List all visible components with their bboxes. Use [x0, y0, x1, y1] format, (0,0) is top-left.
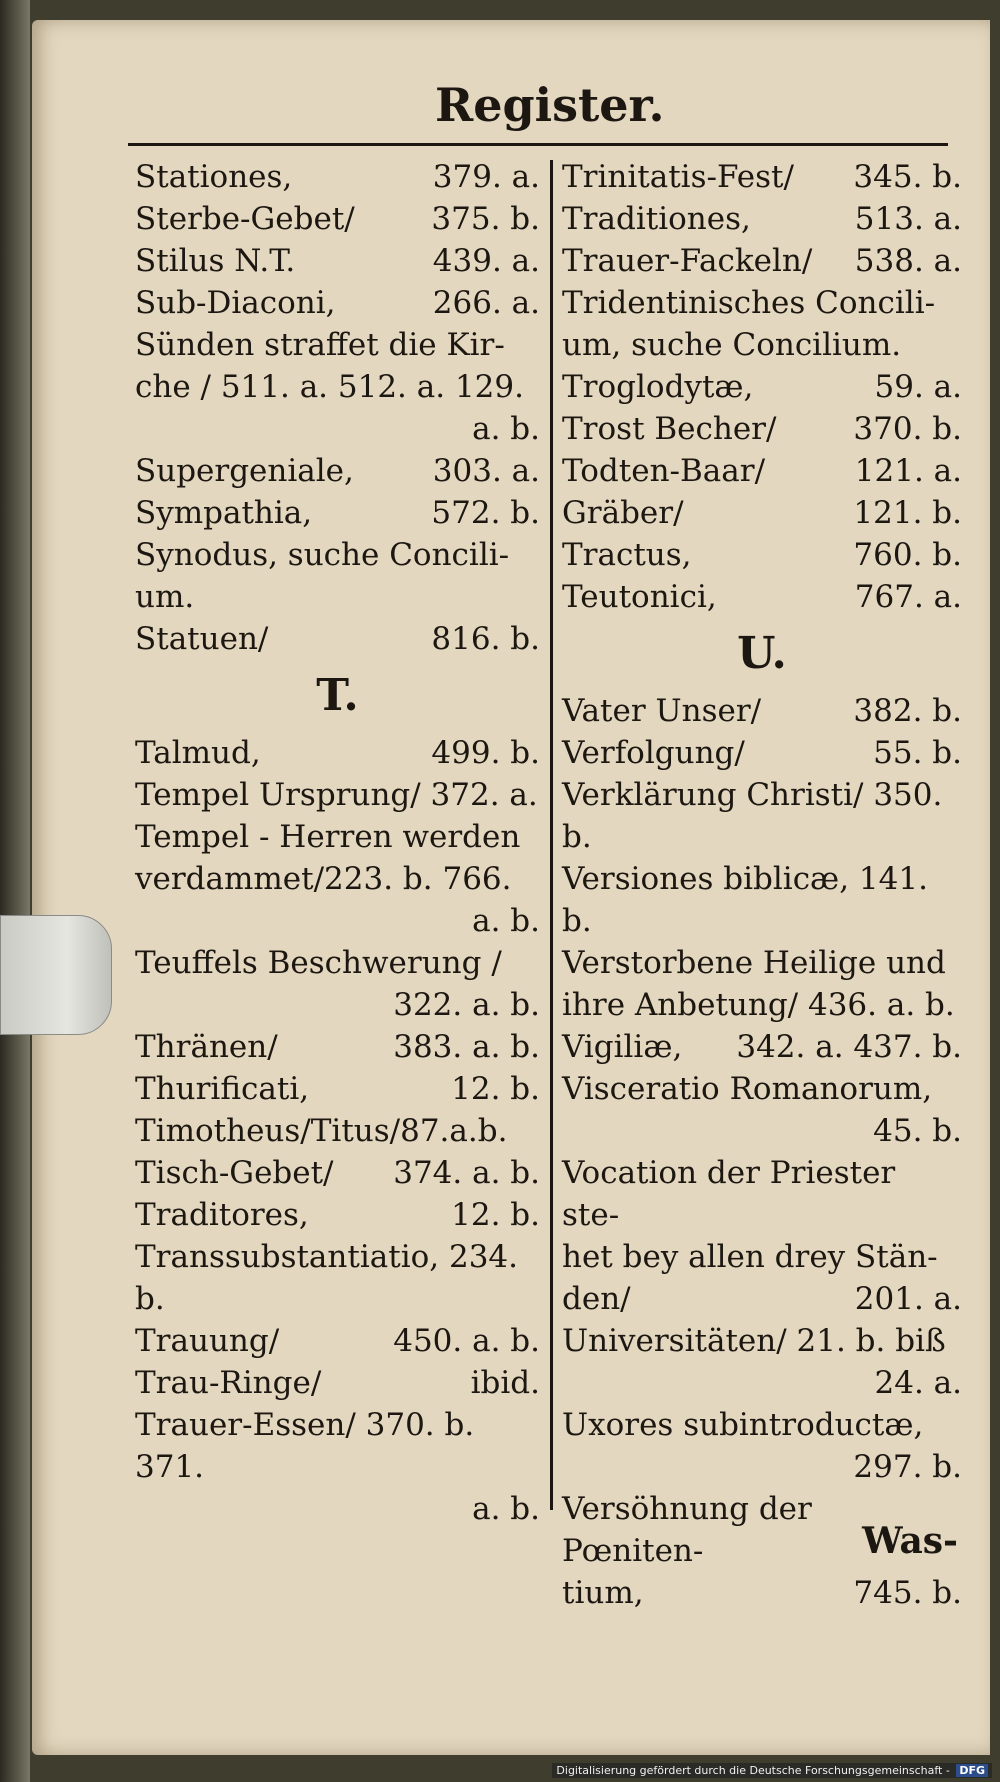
entry-page-ref: 382. b.	[853, 693, 962, 729]
index-entry	[562, 1572, 962, 1614]
entry-term: Vigiliæ,	[562, 1029, 683, 1065]
entry-term: het bey allen drey Stän-	[562, 1239, 938, 1275]
entry-term: Sympathia,	[135, 495, 313, 531]
index-entry	[562, 1026, 962, 1068]
entry-page-ref: 513. a.	[854, 201, 962, 237]
right-bottom-entries	[562, 690, 962, 1614]
entry-page-ref: 12. b.	[451, 1197, 540, 1233]
catchword: Was-	[862, 1520, 958, 1562]
index-entry	[562, 1152, 962, 1236]
index-entry	[135, 1194, 540, 1236]
entry-page-ref: ibid.	[470, 1365, 540, 1401]
entry-term: tium,	[562, 1575, 644, 1611]
entry-term: Uxores subintroductæ,	[562, 1407, 924, 1443]
entry-term: Trauer-Essen/ 370. b. 371.	[135, 1407, 475, 1485]
index-entry	[135, 1110, 540, 1152]
index-entry	[135, 450, 540, 492]
dfg-logo: DFG	[956, 1764, 988, 1777]
entry-page-ref: a. b.	[472, 1491, 540, 1527]
entry-term: b.	[135, 1281, 165, 1317]
index-entry	[135, 366, 540, 408]
entry-term: Tisch-Gebet/	[135, 1155, 334, 1191]
entry-term: Tempel - Herren werden	[135, 819, 521, 855]
index-entry	[135, 858, 540, 900]
entry-page-ref: 121. b.	[853, 495, 962, 531]
entry-page-ref: 370. b.	[853, 411, 962, 447]
index-entry	[562, 324, 962, 366]
index-entry	[562, 1320, 962, 1362]
index-entry	[562, 1236, 962, 1278]
entry-page-ref: 538. a.	[854, 243, 962, 279]
index-entry	[562, 984, 962, 1026]
index-entry	[135, 576, 540, 618]
right-top-entries	[562, 156, 962, 618]
entry-page-ref: 572. b.	[431, 495, 540, 531]
index-entry	[562, 732, 962, 774]
entry-page-ref: a. b.	[472, 411, 540, 447]
entry-term: Tempel Ursprung/ 372. a.	[135, 777, 538, 813]
index-entry	[562, 1404, 962, 1446]
digitization-footer	[552, 1763, 992, 1778]
entry-term: Thränen/	[135, 1029, 278, 1065]
entry-term: um.	[135, 579, 195, 615]
entry-term: verdammet/223. b. 766.	[135, 861, 512, 897]
entry-page-ref: 439. a.	[432, 243, 540, 279]
entry-term: Visceratio Romanorum,	[562, 1071, 933, 1107]
index-entry	[562, 240, 962, 282]
index-entry	[135, 1278, 540, 1320]
right-column	[562, 156, 962, 1614]
entry-term: Stilus N.T.	[135, 243, 296, 279]
entry-term: Vocation der Priester ste-	[562, 1155, 896, 1233]
index-entry	[562, 942, 962, 984]
entry-term: Gräber/	[562, 495, 684, 531]
entry-page-ref: 59. a.	[874, 369, 962, 405]
index-entry	[562, 774, 962, 858]
index-entry	[135, 942, 540, 984]
entry-term: Trau-Ringe/	[135, 1365, 322, 1401]
entry-term: Vater Unser/	[562, 693, 762, 729]
entry-page-ref: 342. a. 437. b.	[736, 1029, 962, 1065]
index-entry	[135, 1404, 540, 1488]
entry-page-ref: 745. b.	[853, 1575, 962, 1611]
left-bottom-entries	[135, 732, 540, 1530]
entry-page-ref: 383. a. b.	[393, 1029, 540, 1065]
index-entry	[562, 690, 962, 732]
entry-term: Tractus,	[562, 537, 692, 573]
index-entry	[562, 1068, 962, 1110]
entry-term: Teuffels Beschwerung /	[135, 945, 502, 981]
index-entry	[135, 816, 540, 858]
entry-page-ref: 374. a. b.	[393, 1155, 540, 1191]
index-entry	[135, 408, 540, 450]
index-entry	[562, 198, 962, 240]
entry-page-ref: 767. a.	[854, 579, 962, 615]
entry-page-ref: 45. b.	[873, 1113, 962, 1149]
footer-text: Digitalisierung gefördert durch die Deutsche Forschungsgemeinschaft -	[556, 1764, 950, 1777]
index-entry	[562, 1446, 962, 1488]
index-entry	[135, 534, 540, 576]
entry-page-ref: 121. a.	[854, 453, 962, 489]
index-entry	[135, 618, 540, 660]
index-entry	[562, 492, 962, 534]
index-entry	[135, 1362, 540, 1404]
entry-page-ref: 450. a. b.	[393, 1323, 540, 1359]
section-letter-u: U.	[737, 628, 787, 679]
section-letter-t: T.	[316, 670, 359, 721]
entry-term: Trinitatis-Fest/	[562, 159, 794, 195]
index-entry	[135, 1026, 540, 1068]
index-entry	[562, 282, 962, 324]
entry-term: Versiones biblicæ, 141. b.	[562, 861, 928, 939]
entry-term: Troglodytæ,	[562, 369, 754, 405]
entry-term: Timotheus/Titus/87.a.b.	[135, 1113, 508, 1149]
page-header: Register.	[435, 78, 665, 132]
entry-page-ref: 322. a. b.	[393, 987, 540, 1023]
entry-page-ref: 303. a.	[432, 453, 540, 489]
index-entry	[135, 1320, 540, 1362]
column-divider	[550, 160, 553, 1510]
entry-page-ref: 345. b.	[853, 159, 962, 195]
entry-term: Sterbe-Gebet/	[135, 201, 355, 237]
index-entry	[562, 366, 962, 408]
index-entry	[562, 408, 962, 450]
entry-term: Talmud,	[135, 735, 261, 771]
index-entry	[135, 156, 540, 198]
entry-term: Verstorbene Heilige und	[562, 945, 946, 981]
index-entry	[135, 1068, 540, 1110]
entry-term: Verfolgung/	[562, 735, 745, 771]
index-entry	[135, 774, 540, 816]
index-entry	[135, 1152, 540, 1194]
index-entry	[135, 282, 540, 324]
entry-page-ref: 201. a.	[854, 1281, 962, 1317]
index-entry	[562, 1110, 962, 1152]
entry-term: Statuen/	[135, 621, 269, 657]
header-rule	[128, 143, 948, 146]
entry-term: Sub-Diaconi,	[135, 285, 336, 321]
entry-page-ref: 297. b.	[853, 1449, 962, 1485]
index-entry	[135, 732, 540, 774]
entry-term: che / 511. a. 512. a. 129.	[135, 369, 524, 405]
index-entry	[135, 198, 540, 240]
entry-term: Tridentinisches Concili-	[562, 285, 936, 321]
index-entry	[135, 1236, 540, 1278]
entry-term: Teutonici,	[562, 579, 717, 615]
index-entry	[562, 450, 962, 492]
entry-term: Sünden straffet die Kir-	[135, 327, 505, 363]
book-spine	[0, 0, 30, 1782]
entry-page-ref: 499. b.	[431, 735, 540, 771]
entry-term: ihre Anbetung/ 436. a. b.	[562, 987, 955, 1023]
index-entry	[135, 324, 540, 366]
entry-term: Trost Becher/	[562, 411, 777, 447]
entry-term: Universitäten/ 21. b. biß	[562, 1323, 946, 1359]
index-entry	[562, 858, 962, 942]
entry-term: Traditores,	[135, 1197, 309, 1233]
entry-page-ref: 266. a.	[432, 285, 540, 321]
entry-page-ref: 375. b.	[431, 201, 540, 237]
entry-page-ref: 379. a.	[432, 159, 540, 195]
entry-page-ref: 55. b.	[873, 735, 962, 771]
entry-term: Supergeniale,	[135, 453, 354, 489]
index-entry	[135, 984, 540, 1026]
index-entry	[562, 156, 962, 198]
left-top-entries	[135, 156, 540, 660]
index-entry	[562, 576, 962, 618]
index-entry	[135, 492, 540, 534]
entry-term: Versöhnung der Pœniten-	[562, 1491, 812, 1569]
entry-term: Transsubstantiatio, 234.	[135, 1239, 519, 1275]
entry-term: Trauer-Fackeln/	[562, 243, 813, 279]
entry-term: Trauung/	[135, 1323, 280, 1359]
entry-page-ref: 816. b.	[431, 621, 540, 657]
entry-term: um, suche Concilium.	[562, 327, 902, 363]
index-entry	[135, 1488, 540, 1530]
index-entry	[562, 1278, 962, 1320]
index-entry	[135, 900, 540, 942]
entry-term: Todten-Baar/	[562, 453, 766, 489]
entry-term: Thurificati,	[135, 1071, 310, 1107]
entry-page-ref: 24. a.	[874, 1365, 962, 1401]
entry-term: Synodus, suche Concili-	[135, 537, 510, 573]
entry-term: Traditiones,	[562, 201, 751, 237]
entry-term: Verklärung Christi/ 350. b.	[562, 777, 943, 855]
index-entry	[562, 1362, 962, 1404]
book-clasp	[0, 915, 112, 1035]
entry-page-ref: a. b.	[472, 903, 540, 939]
entry-page-ref: 12. b.	[451, 1071, 540, 1107]
entry-term: Stationes,	[135, 159, 293, 195]
index-entry	[135, 240, 540, 282]
index-entry	[562, 534, 962, 576]
entry-term: den/	[562, 1281, 631, 1317]
left-column	[135, 156, 540, 1530]
entry-page-ref: 760. b.	[853, 537, 962, 573]
